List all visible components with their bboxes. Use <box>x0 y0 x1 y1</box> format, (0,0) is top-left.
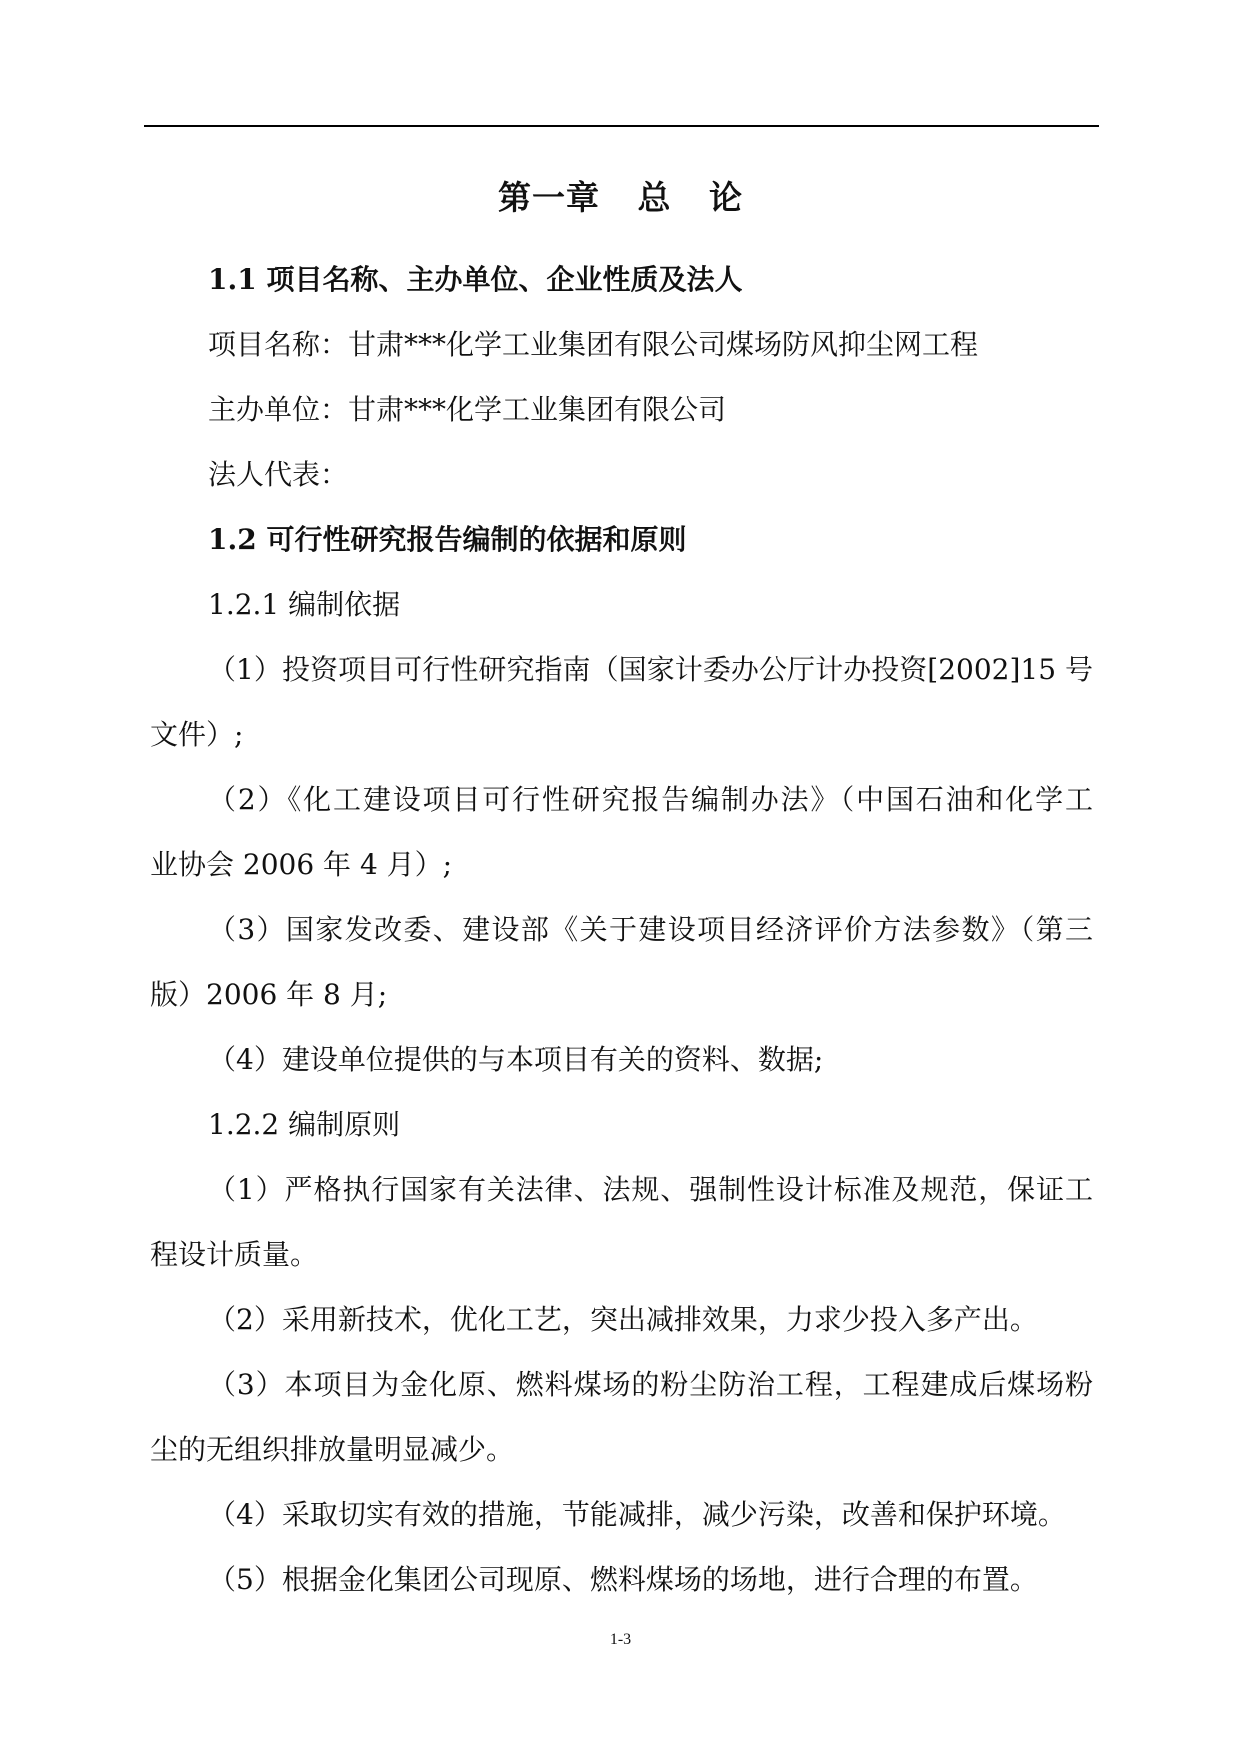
section-heading-1-1: 1.1 项目名称、主办单位、企业性质及法人 <box>208 263 743 296</box>
host-unit-line: 主办单位：甘肃***化学工业集团有限公司 <box>208 393 727 426</box>
legal-rep-line: 法人代表： <box>208 458 349 491</box>
basis-item-4-line1: （4）建设单位提供的与本项目有关的资料、数据; <box>208 1043 824 1076</box>
principle-item-1-line1: （1）严格执行国家有关法律、法规、强制性设计标准及规范，保证工 <box>208 1173 1093 1206</box>
chapter-title: 第一章 总 论 <box>498 178 743 217</box>
basis-item-1-line1: （1）投资项目可行性研究指南（国家计委办公厅计办投资[2002]15 号 <box>208 653 1093 686</box>
principle-item-2-line1: （2）采用新技术，优化工艺，突出减排效果，力求少投入多产出。 <box>208 1303 1038 1336</box>
project-name-line: 项目名称：甘肃***化学工业集团有限公司煤场防风抑尘网工程 <box>208 328 979 361</box>
principle-item-3-line2: 尘的无组织排放量明显减少。 <box>150 1433 515 1466</box>
subsection-heading-principles: 1.2.2 编制原则 <box>208 1108 401 1141</box>
section-heading-1-2: 1.2 可行性研究报告编制的依据和原则 <box>208 523 687 556</box>
basis-item-2-line1: （2）《化工建设项目可行性研究报告编制办法》（中国石油和化学工 <box>208 783 1093 816</box>
principle-item-3-line1: （3）本项目为金化原、燃料煤场的粉尘防治工程，工程建成后煤场粉 <box>208 1368 1093 1401</box>
principle-item-5-line1: （5）根据金化集团公司现原、燃料煤场的场地，进行合理的布置。 <box>208 1563 1038 1596</box>
principle-item-4-line1: （4）采取切实有效的措施，节能减排，减少污染，改善和保护环境。 <box>208 1498 1066 1531</box>
principle-item-1-line2: 程设计质量。 <box>150 1238 319 1271</box>
basis-item-3-line1: （3）国家发改委、建设部《关于建设项目经济评价方法参数》（第三 <box>208 913 1093 946</box>
basis-item-1-line2: 文件）; <box>150 718 244 751</box>
basis-item-3-line2: 版）2006 年 8 月; <box>150 978 388 1011</box>
subsection-heading-basis: 1.2.1 编制依据 <box>208 588 401 621</box>
page-number: 1-3 <box>609 1631 632 1648</box>
header-rule <box>144 125 1099 127</box>
basis-item-2-line2: 业协会 2006 年 4 月）; <box>150 848 453 881</box>
